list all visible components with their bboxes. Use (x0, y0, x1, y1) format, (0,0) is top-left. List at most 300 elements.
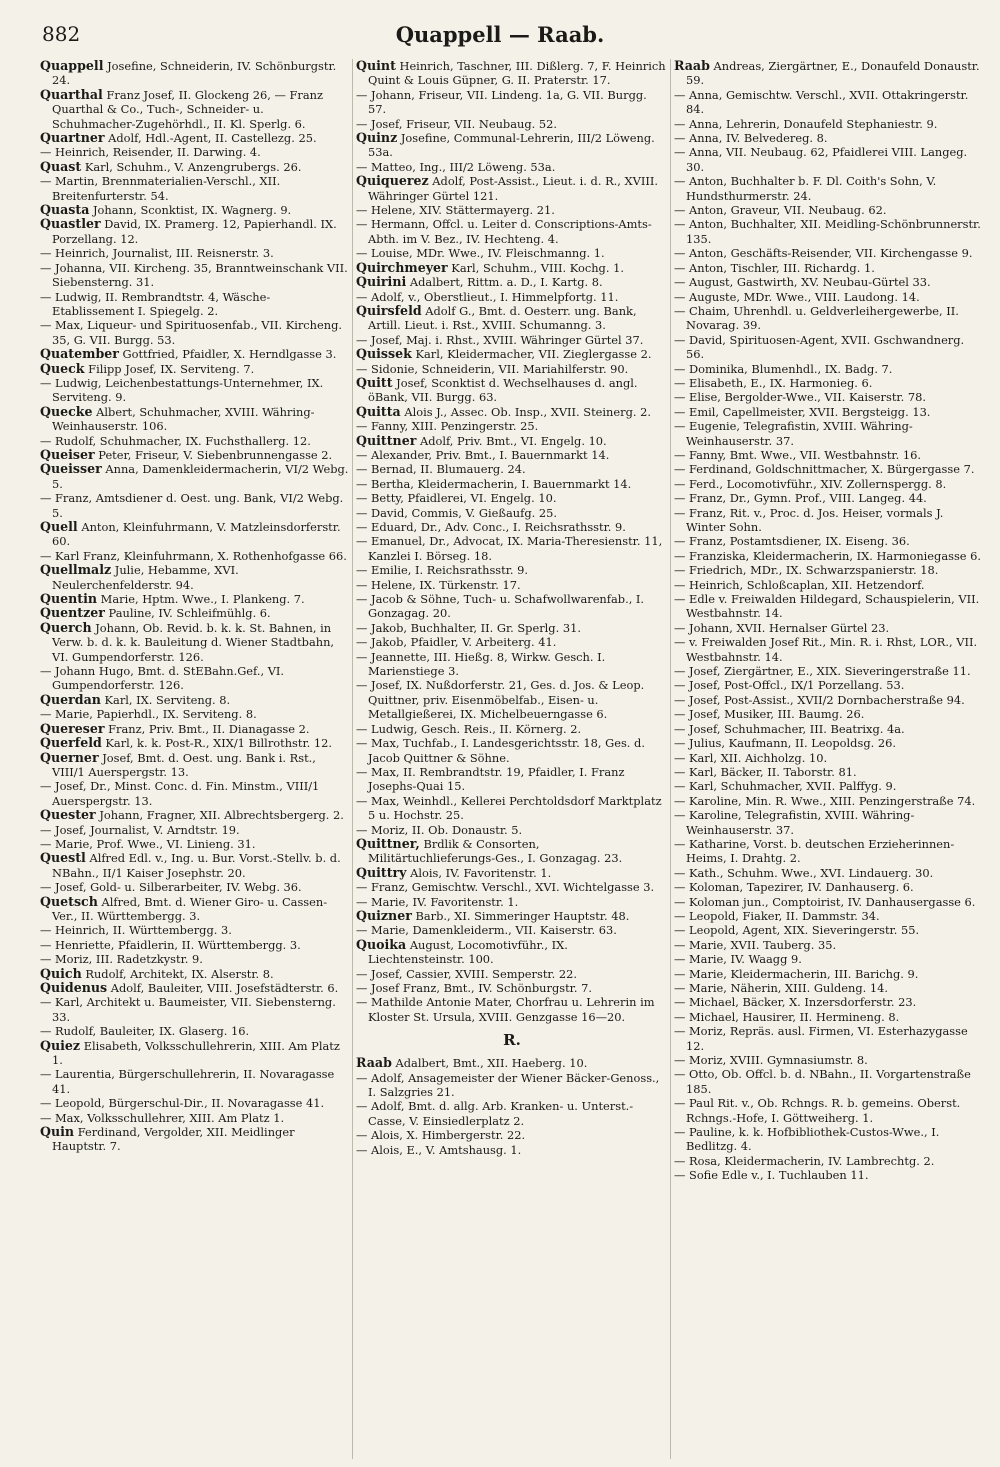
entry-text: — Elisabeth, E., IX. Harmonieg. 6. (674, 375, 873, 390)
directory-entry (356, 722, 668, 736)
entry-text: Julie, Hebamme, XVI. Neulerchenfelderstr. 94. (52, 563, 239, 592)
entry-text: — Jakob, Buchhalter, II. Gr. Sperlg. 31. (356, 620, 581, 635)
entry-text: — Franz, Gemischtw. Verschl., XVI. Wichtelgasse 3. (356, 880, 655, 895)
directory-entry (40, 952, 350, 966)
directory-entry (40, 1067, 350, 1096)
section-heading: R. (503, 1031, 521, 1050)
directory-entry (674, 304, 984, 333)
surname-heading: Quastler (40, 216, 101, 232)
entry-text: Brdlik & Consorten, Militärtuchlieferungs-Ges., I. Gonzagag. 23. (368, 836, 623, 866)
entry-text: — Friedrich, MDr., IX. Schwarzspanierstr. 18. (674, 563, 939, 578)
directory-entry (674, 923, 984, 937)
directory-entry (356, 261, 668, 275)
surname-heading: Quasta (40, 202, 90, 218)
surname-heading: Quoika (356, 936, 407, 952)
directory-entry (40, 261, 350, 290)
entry-text: — Fanny, XIII. Penzingerstr. 25. (356, 419, 539, 434)
entry-text: — Anton, Graveur, VII. Neubaug. 62. (674, 203, 887, 218)
surname-heading: Querdan (40, 691, 101, 707)
directory-entry (356, 88, 668, 117)
entry-text: — Moriz, XVIII. Gymnasiumstr. 8. (674, 1053, 868, 1068)
entry-text: — Bernad, II. Blumauerg. 24. (356, 462, 526, 477)
directory-entry (356, 635, 668, 649)
directory-entry (356, 909, 668, 923)
directory-entry (40, 160, 350, 174)
directory-entry (356, 938, 668, 967)
entry-text: — Johann Hugo, Bmt. d. StEBahn.Gef., VI. Gumpendorferstr. 126. (40, 664, 285, 693)
directory-entry (674, 895, 984, 909)
surname-heading: Quirchmeyer (356, 259, 448, 275)
directory-entry (356, 866, 668, 880)
page-title: Quappell — Raab. (395, 22, 605, 47)
directory-entry (356, 967, 668, 981)
directory-entry (40, 1096, 350, 1110)
directory-entry (40, 520, 350, 549)
directory-entry (356, 923, 668, 937)
directory-entry (674, 174, 984, 203)
directory-entry (356, 520, 668, 534)
entry-text: — Ludwig, Gesch. Reis., II. Körnerg. 2. (356, 721, 582, 736)
entry-text: — Rudolf, Schuhmacher, IX. Fuchsthallerg. 12. (40, 433, 311, 448)
directory-entry (674, 1096, 984, 1125)
directory-entry (674, 635, 984, 664)
entry-text: — Sofie Edle v., I. Tuchlauben 11. (674, 1168, 869, 1183)
surname-heading: Quiquerez (356, 173, 429, 189)
directory-entry (356, 880, 668, 894)
entry-text: — Edle v. Freiwalden Hildegard, Schauspielerin, VII. Westbahnstr. 14. (674, 592, 980, 621)
entry-text: — Max, II. Rembrandtstr. 19, Pfaidler, I. Franz Josephs-Quai 15. (356, 764, 625, 794)
directory-entry (674, 664, 984, 678)
entry-text: Pauline, IV. Schleifmühlg. 6. (104, 606, 271, 621)
entry-text: — Anna, Lehrerin, Donaufeld Stephaniestr. 9. (674, 116, 938, 131)
entry-text: — Paul Rit. v., Ob. Rchngs. R. b. gemeins. Oberst. Rchngs.-Hofe, I. Göttweiherg. 1. (674, 1096, 961, 1125)
entry-text: — Eduard, Dr., Adv. Conc., I. Reichsrathsstr. 9. (356, 520, 626, 534)
entry-text: — Sidonie, Schneiderin, VII. Mariahilferstr. 90. (356, 361, 629, 376)
entry-text: Karl, Schuhm., V. Anzengrubergs. 26. (81, 159, 302, 174)
entry-text: — Heinrich, Journalist, III. Reisnerstr. 3. (40, 246, 274, 261)
directory-entry (674, 549, 984, 563)
entry-text: — Marie, Papierhdl., IX. Serviteng. 8. (40, 707, 257, 722)
directory-entry (40, 318, 350, 347)
surname-heading: Quentin (40, 591, 98, 607)
entry-text: — Adolf, Bmt. d. allg. Arb. Kranken- u. Unterst.-Casse, V. Einsiedlerplatz 2. (356, 1099, 634, 1128)
directory-entry (40, 462, 350, 491)
directory-entry (40, 981, 350, 995)
column-2 (356, 59, 668, 1459)
directory-entry (40, 203, 350, 217)
directory-entry (674, 952, 984, 966)
directory-entry (674, 203, 984, 217)
directory-entry (40, 664, 350, 693)
directory-entry (674, 491, 984, 505)
entry-text: — Mathilde Antonie Mater, Chorfrau u. Lehrerin im Kloster St. Ursula, XVIII. Genzgasse 16—20. (356, 995, 655, 1024)
entry-text: — Bertha, Kleidermacherin, I. Bauernmarkt 14. (356, 476, 632, 491)
surname-heading: Queisser (40, 461, 102, 477)
entry-text: — Josef, Schuhmacher, III. Beatrixg. 4a. (674, 721, 905, 736)
entry-text: — Heinrich, Reisender, II. Darwing. 4. (40, 145, 261, 160)
entry-text: — Ferdinand, Goldschnittmacher, X. Bürgergasse 7. (674, 462, 975, 477)
entry-text: Johann, Fragner, XII. Albrechtsbergerg. 2. (95, 808, 344, 823)
entry-text: — Johann, XVII. Hernalser Gürtel 23. (674, 620, 890, 635)
directory-entry (40, 779, 350, 808)
entry-text: — Michael, Hausirer, II. Hermineng. 8. (674, 1009, 900, 1024)
entry-text: — Betty, Pfaidlerei, VI. Engelg. 10. (356, 491, 557, 506)
entry-text: — Karl Franz, Kleinfuhrmann, X. Rothenhofgasse 66. (40, 548, 347, 563)
entry-text: — Anton, Buchhalter b. F. Dl. Coith's Sohn, V. Hundsthurmerstr. 24. (674, 174, 937, 203)
entry-text: — Jakob, Pfaidler, V. Arbeiterg. 41. (356, 635, 557, 650)
entry-text: Josef, Sconktist d. Wechselhauses d. angl. öBank, VII. Burgg. 63. (368, 375, 638, 405)
directory-entry (40, 563, 350, 592)
surname-heading: Queiser (40, 446, 95, 462)
entry-text: — Max, Liqueur- und Spirituosenfab., VII. Kircheng. 35, G. VII. Burgg. 53. (40, 318, 342, 347)
directory-entry (356, 434, 668, 448)
entry-text: — Louise, MDr. Wwe., IV. Fleischmanng. 1. (356, 246, 605, 261)
entry-text: — Rudolf, Bauleiter, IX. Glaserg. 16. (40, 1024, 250, 1039)
surname-heading: Quast (40, 158, 82, 174)
entry-text: — Helene, XIV. Stättermayerg. 21. (356, 203, 555, 218)
surname-heading: Quittry (356, 864, 407, 880)
entry-text: Franz Josef, II. Glockeng 26, — Franz Quarthal & Co., Tuch-, Schneider- u. Schuhmacher-Zugehörhdl., II. Kl. Sperlg. 6. (52, 87, 323, 131)
entry-text: Anna, Damenkleidermacherin, VI/2 Webg. 5. (52, 462, 349, 491)
directory-entry (356, 650, 668, 679)
directory-entry (674, 794, 984, 808)
entry-text: — August, Gastwirth, XV. Neubau-Gürtel 33. (674, 275, 931, 290)
entry-text: — Franz, Rit. v., Proc. d. Jos. Heiser, vormals J. Winter Sohn. (674, 505, 944, 534)
directory-entry (40, 434, 350, 448)
entry-text: — v. Freiwalden Josef Rit., Min. R. i. Rhst, LOR., VII. Westbahnstr. 14. (674, 635, 978, 664)
entry-text: — Chaim, Uhrenhdl. u. Geldverleihergewerbe, II. Novarag. 39. (674, 303, 959, 333)
surname-heading: Quereser (40, 720, 105, 736)
directory-entry (40, 808, 350, 822)
entry-text: Johann, Ob. Revid. b. k. k. St. Bahnen, in Verw. b. d. k. k. Bauleitung d. Wiener Stadtbahn, VI. Gumpendorferstr. 126. (52, 620, 335, 664)
directory-entry (356, 621, 668, 635)
entry-text: Karl, Kleidermacher, VII. Zieglergasse 2. (411, 347, 652, 362)
entry-text: — Rosa, Kleidermacherin, IV. Lambrechtg. 2. (674, 1153, 935, 1168)
directory-entry (674, 477, 984, 491)
entry-text: — Dominika, Blumenhdl., IX. Badg. 7. (674, 361, 893, 376)
directory-entry (40, 1039, 350, 1068)
directory-entry (356, 1099, 668, 1128)
directory-entry (40, 347, 350, 361)
directory-entry (356, 405, 668, 419)
directory-entry (356, 823, 668, 837)
entry-text: Gottfried, Pfaidler, X. Herndlgasse 3. (118, 347, 337, 362)
page-header (0, 22, 1000, 52)
surname-heading: Quartner (40, 130, 105, 146)
entry-text: — Josef, Maj. i. Rhst., XVIII. Währinger Gürtel 37. (356, 332, 644, 347)
entry-text: — Moriz, II. Ob. Donaustr. 5. (356, 822, 523, 837)
directory-entry (40, 592, 350, 606)
entry-text: — Karl, Schuhmacher, XVII. Palffyg. 9. (674, 779, 897, 794)
directory-entry (40, 967, 350, 981)
directory-entry (356, 678, 668, 721)
directory-entry (356, 217, 668, 246)
directory-entry (356, 290, 668, 304)
directory-entry (40, 851, 350, 880)
directory-entry (674, 217, 984, 246)
directory-entry (40, 246, 350, 260)
entry-text: — Anna, VII. Neubaug. 62, Pfaidlerei VIII. Langeg. 30. (674, 145, 968, 174)
directory-entry (356, 1128, 668, 1142)
directory-entry (674, 88, 984, 117)
entry-text: Marie, Hptm. Wwe., I. Plankeng. 7. (97, 592, 305, 607)
entry-text: Andreas, Ziergärtner, E., Donaufeld Donaustr. 59. (686, 59, 980, 88)
directory-entry (674, 693, 984, 707)
entry-text: — Adolf, v., Oberstlieut., I. Himmelpfortg. 11. (356, 289, 619, 304)
entry-text: — Katharine, Vorst. b. deutschen Erzieherinnen-Heims, I. Drahtg. 2. (674, 836, 955, 866)
directory-entry (356, 995, 668, 1024)
entry-text: — Josef, Friseur, VII. Neubaug. 52. (356, 116, 557, 131)
surname-heading: Quentzer (40, 605, 105, 621)
entry-text: — Alois, E., V. Amtshausg. 1. (356, 1142, 522, 1157)
entry-text: — Adolf, Ansagemeister der Wiener Bäcker-Genoss., I. Salzgries 21. (356, 1070, 660, 1100)
directory-entry (674, 779, 984, 793)
entry-text: — Helene, IX. Türkenstr. 17. (356, 577, 521, 592)
entry-text: — Marie, IV. Waagg 9. (674, 952, 802, 967)
entry-text: — Johanna, VII. Kircheng. 35, Branntweinschank VII. Siebensterng. 31. (40, 260, 348, 290)
surname-heading: Querfeld (40, 735, 102, 751)
directory-entry (40, 376, 350, 405)
surname-heading: Querch (40, 619, 92, 635)
entry-text: — Anton, Geschäfts-Reisender, VII. Kirchengasse 9. (674, 246, 973, 261)
entry-text: — Franziska, Kleidermacherin, IX. Harmoniegasse 6. (674, 548, 982, 563)
column-divider (352, 59, 353, 1459)
entry-text: — Josef, Post-Assist., XVII/2 Dornbacherstraße 94. (674, 692, 965, 707)
entry-text: — Anna, Gemischtw. Verschl., XVII. Ottakringerstr. 84. (674, 87, 969, 117)
directory-entry (40, 736, 350, 750)
directory-entry (40, 131, 350, 145)
entry-text: — Marie, Damenkleiderm., VII. Kaiserstr. 63. (356, 923, 617, 938)
directory-entry (40, 362, 350, 376)
directory-entry (674, 995, 984, 1009)
directory-entry (674, 117, 984, 131)
entry-text: — Hermann, Offcl. u. Leiter d. Conscriptions-Amts-Abth. im V. Bez., IV. Hechteng. 4. (356, 217, 652, 246)
directory-entry (40, 491, 350, 520)
surname-heading: Quidenus (40, 980, 108, 995)
entry-text: — Marie, XVII. Tauberg. 35. (674, 937, 837, 952)
surname-heading: Quetsch (40, 893, 98, 909)
entry-text: — Franz, Amtsdiener d. Oest. ung. Bank, VI/2 Webg. 5. (40, 491, 344, 520)
entry-text: — Michael, Bäcker, X. Inzersdorferstr. 23. (674, 995, 917, 1010)
directory-entry (356, 765, 668, 794)
directory-entry (356, 895, 668, 909)
column-3 (674, 59, 984, 1459)
directory-entry (674, 376, 984, 390)
entry-text: — David, Spirituosen-Agent, XVII. Gschwandnerg. 56. (674, 332, 965, 362)
directory-entry (40, 707, 350, 721)
directory-entry (356, 376, 668, 405)
entry-text: Adolf, Bauleiter, VIII. Josefstädterstr. 6. (107, 981, 339, 995)
entry-text: — Josef, Dr., Minst. Conc. d. Fin. Minstm., VIII/1 Auerspergstr. 13. (40, 779, 320, 808)
directory-entry (356, 592, 668, 621)
directory-entry (674, 678, 984, 692)
directory-entry (356, 347, 668, 361)
directory-entry (40, 621, 350, 664)
entry-text: Ferdinand, Vergolder, XII. Meidlinger Hauptstr. 7. (52, 1125, 295, 1154)
directory-entry (356, 160, 668, 174)
entry-text: — Karl, Bäcker, II. Taborstr. 81. (674, 764, 857, 779)
directory-entry (40, 290, 350, 319)
directory-entry (356, 794, 668, 823)
entry-text: — Leopold, Bürgerschul-Dir., II. Novaragasse 41. (40, 1096, 325, 1111)
entry-text: — Heinrich, Schloßcaplan, XII. Hetzendorf. (674, 577, 925, 592)
directory-entry (674, 506, 984, 535)
entry-text: Heinrich, Taschner, III. Dißlerg. 7, F. Heinrich Quint & Louis Güpner, G. II. Praterstr. 17. (368, 59, 666, 88)
entry-text: — Fanny, Bmt. Wwe., VII. Westbahnstr. 16. (674, 447, 921, 462)
surname-heading: Quittner, (356, 835, 420, 851)
entry-text: — Max, Weinhdl., Kellerei Perchtoldsdorf Marktplatz 5 u. Hochstr. 25. (356, 793, 662, 823)
entry-text: — Otto, Ob. Offcl. b. d. NBahn., II. Vorgartenstraße 185. (674, 1067, 971, 1096)
directory-entry (674, 938, 984, 952)
entry-text: — Josef, Journalist, V. Arndtstr. 19. (40, 822, 240, 837)
directory-entry (674, 131, 984, 145)
entry-text: — Emilie, I. Reichsrathsstr. 9. (356, 563, 529, 578)
entry-text: — Josef, Ziergärtner, E., XIX. Sieveringerstraße 11. (674, 664, 971, 679)
entry-text: Anton, Kleinfuhrmann, V. Matzleinsdorferstr. 60. (52, 520, 341, 549)
directory-entry (40, 448, 350, 462)
entry-text: — Eugenie, Telegrafistin, XVIII. Währing-Weinhauserstr. 37. (674, 419, 913, 448)
directory-entry (356, 477, 668, 491)
entry-text: Adolf, Post-Assist., Lieut. i. d. R., XVIII. Währinger Gürtel 121. (368, 174, 658, 203)
entry-text: — Moriz, Repräs. ausl. Firmen, VI. Esterhazygasse 12. (674, 1024, 968, 1053)
directory-entry (40, 923, 350, 937)
entry-text: — Jacob & Söhne, Tuch- u. Schafwollwarenfab., I. Gonzagag. 20. (356, 592, 645, 621)
directory-entry (356, 174, 668, 203)
entry-text: — Ludwig, Leichenbestattungs-Unternehmer, IX. Serviteng. 9. (40, 375, 324, 405)
directory-entry (356, 534, 668, 563)
entry-text: — Leopold, Fiaker, II. Dammstr. 34. (674, 908, 880, 923)
entry-text: — Emanuel, Dr., Advocat, IX. Maria-Theresienstr. 11, Kanzlei I. Börseg. 18. (356, 534, 663, 563)
directory-entry (674, 909, 984, 923)
directory-entry (674, 448, 984, 462)
entry-text: — Matteo, Ing., III/2 Löweng. 53a. (356, 159, 556, 174)
entry-text: Josef, Bmt. d. Oest. ung. Bank i. Rst., VIII/1 Auerspergstr. 13. (52, 750, 316, 779)
directory-entry (40, 823, 350, 837)
entry-text: David, IX. Pramerg. 12, Papierhandl. IX. Porzellang. 12. (52, 217, 337, 246)
directory-entry (674, 967, 984, 981)
entry-text: Alfred, Bmt. d. Wiener Giro- u. Cassen-Ver., II. Württembergg. 3. (52, 894, 328, 923)
entry-text: Adalbert, Rittm. a. D., I. Kartg. 8. (406, 275, 603, 290)
directory-entry (40, 174, 350, 203)
entry-text: Karl, IX. Serviteng. 8. (100, 692, 231, 707)
directory-entry (674, 275, 984, 289)
directory-entry (674, 578, 984, 592)
entry-text: — Franz, Postamtsdiener, IX. Eiseng. 36. (674, 534, 910, 549)
directory-entry (674, 1168, 984, 1182)
page-number: 882 (42, 22, 81, 46)
directory-entry (40, 995, 350, 1024)
surname-heading: Quester (40, 807, 96, 823)
entry-text: — Elise, Bergolder-Wwe., VII. Kaiserstr. 78. (674, 390, 926, 405)
entry-text: Filipp Josef, IX. Serviteng. 7. (84, 361, 255, 376)
surname-heading: Quissek (356, 346, 412, 362)
entry-text: — Koloman, Tapezirer, IV. Danhauserg. 6. (674, 880, 914, 895)
entry-text: Adolf G., Bmt. d. Oesterr. ung. Bank, Artill. Lieut. i. Rst., XVIII. Schumanng. 3. (368, 303, 637, 333)
entry-text: — David, Commis, V. Gießaufg. 25. (356, 505, 558, 520)
directory-entry (674, 261, 984, 275)
entry-text: — Leopold, Agent, XIX. Sieveringerstr. 55. (674, 923, 920, 938)
directory-entry (674, 722, 984, 736)
entry-text: — Josef, Gold- u. Silberarbeiter, IV. Webg. 36. (40, 880, 302, 895)
directory-entry (356, 131, 668, 160)
directory-entry (356, 491, 668, 505)
surname-heading: Quittner (356, 432, 417, 448)
directory-entry (674, 462, 984, 476)
directory-entry (40, 217, 350, 246)
directory-entry (356, 1071, 668, 1100)
entry-text: — Ferd., Locomotivführ., XIV. Zollernspergg. 8. (674, 476, 947, 491)
directory-entry (356, 736, 668, 765)
entry-text: Johann, Sconktist, IX. Wagnerg. 9. (89, 203, 292, 218)
directory-entry (40, 722, 350, 736)
column-divider (670, 59, 671, 1459)
entry-text: — Moriz, III. Radetzkystr. 9. (40, 952, 203, 967)
entry-text: — Pauline, k. k. Hofbibliothek-Custos-Wwe., I. Bedlitzg. 4. (674, 1125, 940, 1154)
directory-entry (356, 362, 668, 376)
directory-entry (674, 59, 984, 88)
entry-text: Peter, Friseur, V. Siebenbrunnengasse 2. (94, 447, 333, 462)
entry-text: — Karoline, Telegrafistin, XVIII. Währing-Weinhauserstr. 37. (674, 808, 915, 837)
entry-text: — Koloman jun., Comptoirist, IV. Danhausergasse 6. (674, 894, 976, 909)
directory-entry (674, 765, 984, 779)
entry-text: Adolf, Priv. Bmt., VI. Engelg. 10. (416, 433, 607, 448)
surname-heading: Questl (40, 850, 86, 866)
entry-text: — Franz, Dr., Gymn. Prof., VIII. Langeg. 44. (674, 491, 927, 506)
directory-entry (356, 117, 668, 131)
entry-text: — Julius, Kaufmann, II. Leopoldsg. 26. (674, 736, 896, 751)
directory-entry (40, 895, 350, 924)
directory-entry (40, 837, 350, 851)
directory-entry (674, 1010, 984, 1024)
directory-entry (40, 880, 350, 894)
surname-heading: Quellmalz (40, 562, 112, 578)
directory-entry (674, 362, 984, 376)
surname-heading: Quitta (356, 403, 401, 419)
entry-text: — Josef Franz, Bmt., IV. Schönburgstr. 7. (356, 981, 592, 995)
entry-text: — Anna, IV. Belvedereg. 8. (674, 131, 828, 146)
entry-text: Karl, Schuhm., VIII. Kochg. 1. (447, 260, 624, 275)
surname-heading: Quin (40, 1124, 75, 1140)
directory-entry (40, 145, 350, 159)
entry-text: — Alois, X. Himbergerstr. 22. (356, 1128, 526, 1143)
directory-entry (40, 1125, 350, 1154)
surname-heading: Quint (356, 59, 396, 73)
surname-heading: Quecke (40, 403, 93, 419)
entry-text: Barb., XI. Simmeringer Hauptstr. 48. (411, 908, 630, 923)
entry-text: Elisabeth, Volksschullehrerin, XIII. Am Platz 1. (52, 1038, 340, 1068)
entry-text: — Marie, IV. Favoritenstr. 1. (356, 894, 519, 909)
directory-entry (356, 1056, 668, 1070)
directory-entry (674, 1125, 984, 1154)
surname-heading: Quinz (356, 130, 398, 146)
directory-entry (674, 1067, 984, 1096)
entry-text: — Josef, IX. Nußdorferstr. 21, Ges. d. Jos. & Leop. Quittner, priv. Eisenmöbelfab., Eisen- u. Metallgießerei, IX. Michelbeuerngasse 6. (356, 678, 645, 722)
entry-text: Karl, k. k. Post-R., XIX/1 Billrothstr. 12. (101, 736, 333, 751)
column-1 (40, 59, 350, 1459)
surname-heading: Quitt (356, 374, 393, 390)
entry-text: — Martin, Brennmaterialien-Verschl., XII. Breitenfurterstr. 54. (40, 174, 281, 203)
entry-text: — Auguste, MDr. Wwe., VIII. Laudong. 14. (674, 289, 920, 304)
entry-text: — Heinrich, II. Württembergg. 3. (40, 923, 232, 938)
surname-heading: Quarthal (40, 86, 103, 102)
directory-entry (674, 1053, 984, 1067)
entry-text: Albert, Schuhmacher, XVIII. Währing-Weinhauserstr. 106. (52, 404, 315, 434)
surname-heading: Querner (40, 749, 99, 765)
directory-entry (356, 304, 668, 333)
entry-text: — Josef, Musiker, III. Baumg. 26. (674, 707, 865, 722)
entry-text: — Ludwig, II. Rembrandtstr. 4, Wäsche-Etablissement I. Spiegelg. 2. (40, 289, 271, 318)
directory-entry (674, 808, 984, 837)
